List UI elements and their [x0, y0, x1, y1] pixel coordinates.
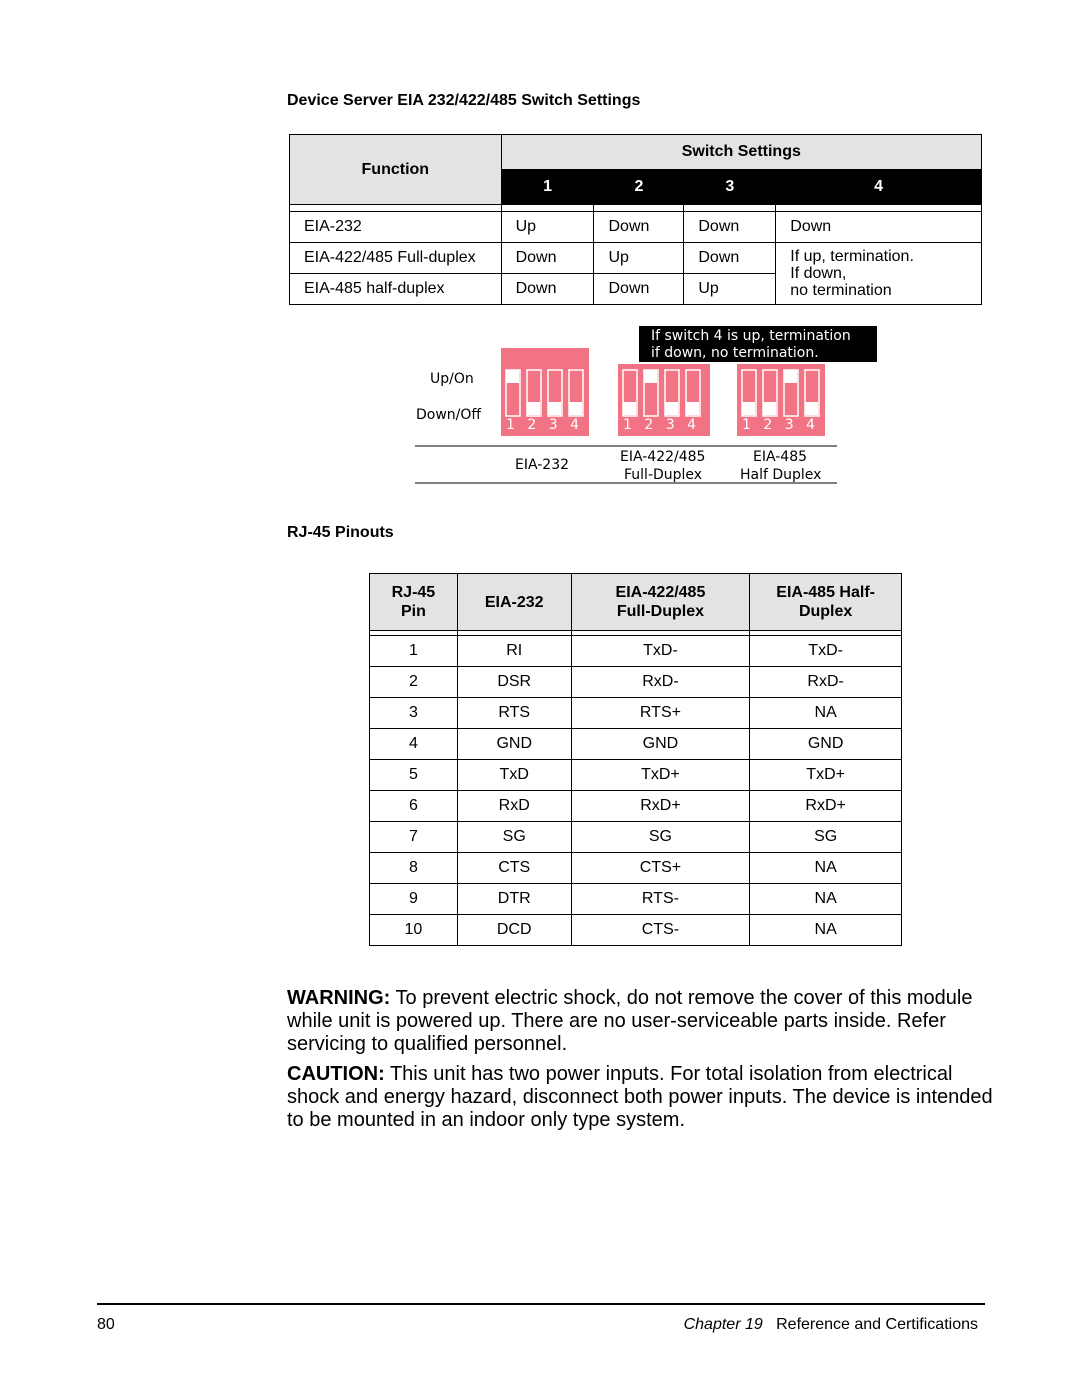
pinouts-table [369, 573, 902, 946]
switch-settings-header: Switch Settings [501, 135, 981, 170]
switch-cell: Up [501, 212, 594, 243]
table-row [370, 698, 902, 729]
pin-cell: 3 [370, 698, 458, 729]
switch-cell: Down [594, 212, 684, 243]
page-number: 80 [97, 1316, 115, 1333]
eia485-header [750, 574, 902, 631]
pin-cell: 8 [370, 853, 458, 884]
eia232-cell: GND [457, 729, 571, 760]
warning-text: To prevent electric shock, do not remove the cover of this module while unit is powered up. There are no user-serviceable parts inside. Refer servicing to qualified personnel. [287, 987, 973, 1055]
down-off-label: Down/Off [416, 407, 482, 423]
switch-cell: Up [594, 243, 684, 274]
pin-cell: 4 [370, 729, 458, 760]
eia422-header-line1: EIA-422/485 [615, 584, 706, 601]
eia232-cell: DTR [457, 884, 571, 915]
table-row [370, 760, 902, 791]
function-header: Function [290, 135, 502, 205]
switch-lever-down [548, 402, 561, 415]
eia232-header: EIA-232 [457, 574, 571, 631]
eia422-header [571, 574, 750, 631]
eia232-cell: DCD [457, 915, 571, 946]
eia485-header-line2: Duplex [798, 603, 853, 620]
warning-label: WARNING: [287, 987, 391, 1009]
pin-cell: 1 [370, 636, 458, 667]
caption-eia485-line1: EIA-485 [753, 449, 808, 465]
switch-lever-down [686, 402, 699, 415]
caution-label: CAUTION: [287, 1063, 385, 1085]
eia422-cell: RTS- [571, 884, 750, 915]
pinouts-heading: RJ-45 Pinouts [287, 524, 394, 541]
switch-lever-up [506, 370, 519, 383]
chapter-footer [684, 1316, 978, 1334]
eia232-cell: RI [457, 636, 571, 667]
eia422-cell: GND [571, 729, 750, 760]
pin-cell: 10 [370, 915, 458, 946]
switch-cell: Down [776, 212, 982, 243]
caption-eia232: EIA-232 [515, 457, 570, 473]
eia232-cell: CTS [457, 853, 571, 884]
eia485-cell: RxD- [750, 667, 902, 698]
switch-number-3: 3 [684, 170, 776, 205]
eia422-header-line2: Full-Duplex [616, 603, 704, 620]
eia485-cell: NA [750, 915, 902, 946]
caption-eia485-line2: Half Duplex [740, 467, 822, 483]
table-row [370, 915, 902, 946]
caution-paragraph [287, 1063, 997, 1132]
callout-line-1: If switch 4 is up, termination [651, 328, 851, 344]
switch-numbers: 1 2 3 4 [742, 417, 819, 433]
eia422-cell: TxD+ [571, 760, 750, 791]
switch-lever-down [527, 402, 540, 415]
footer-rule [97, 1303, 985, 1305]
eia232-cell: RTS [457, 698, 571, 729]
eia422-cell: TxD- [571, 636, 750, 667]
pin-header-line1: RJ-45 [391, 584, 436, 601]
pin-cell: 7 [370, 822, 458, 853]
eia485-header-line1: EIA-485 Half- [776, 584, 875, 601]
table-row [370, 853, 902, 884]
table-row [290, 212, 982, 243]
pin-cell: 6 [370, 791, 458, 822]
eia422-cell: RxD- [571, 667, 750, 698]
termination-line-3: no termination [790, 282, 892, 299]
table-row [370, 636, 902, 667]
function-cell: EIA-232 [290, 212, 502, 243]
eia232-cell: DSR [457, 667, 571, 698]
switch-lever-down [623, 402, 636, 415]
table-row [370, 667, 902, 698]
switch-settings-heading: Device Server EIA 232/422/485 Switch Settings [287, 92, 641, 109]
eia485-cell: TxD- [750, 636, 902, 667]
switch-lever-down [742, 402, 755, 415]
pin-cell: 2 [370, 667, 458, 698]
switch-numbers: 1 2 3 4 [623, 417, 700, 433]
chapter-title: Reference and Certifications [776, 1316, 978, 1333]
eia485-cell: NA [750, 698, 902, 729]
callout-line-2: if down, no termination. [651, 345, 819, 361]
caption-eia422-line2: Full-Duplex [624, 467, 703, 483]
eia232-cell: TxD [457, 760, 571, 791]
switch-block-eia422 [618, 364, 710, 436]
eia232-cell: SG [457, 822, 571, 853]
switch-number-2: 2 [594, 170, 684, 205]
switch-number-4: 4 [776, 170, 982, 205]
up-on-label: Up/On [430, 371, 474, 387]
switch-block-eia485 [737, 364, 825, 436]
switch-lever-down [763, 402, 776, 415]
table-row [370, 822, 902, 853]
switch-cell: Down [501, 274, 594, 305]
switch-lever-down [665, 402, 678, 415]
eia422-cell: CTS- [571, 915, 750, 946]
pin-cell: 5 [370, 760, 458, 791]
switch-cell: Down [501, 243, 594, 274]
eia485-cell: NA [750, 853, 902, 884]
switch-cell: Down [684, 243, 776, 274]
eia422-cell: CTS+ [571, 853, 750, 884]
switch-lever-down [805, 402, 818, 415]
function-cell: EIA-485 half-duplex [290, 274, 502, 305]
eia485-cell: TxD+ [750, 760, 902, 791]
table-row [290, 243, 982, 274]
pin-header [370, 574, 458, 631]
pin-header-line2: Pin [400, 603, 426, 620]
switch-number-1: 1 [501, 170, 594, 205]
table-row [370, 791, 902, 822]
table-row [370, 884, 902, 915]
caption-eia422-line1: EIA-422/485 [620, 449, 706, 465]
termination-cell [776, 243, 982, 305]
switch-cell: Down [594, 274, 684, 305]
eia485-cell: SG [750, 822, 902, 853]
switch-settings-table [289, 134, 982, 305]
termination-line-2: If down, [790, 265, 847, 282]
switch-cell: Up [684, 274, 776, 305]
caution-text: This unit has two power inputs. For total isolation from electrical shock and energy hazard, disconnect both power inputs. The device is intended to be mounted in an indoor only type system. [287, 1063, 993, 1131]
warning-paragraph [287, 987, 997, 1056]
eia485-cell: RxD+ [750, 791, 902, 822]
switch-lever-down [569, 402, 582, 415]
switch-block-eia232 [501, 348, 589, 436]
switch-cell: Down [684, 212, 776, 243]
switch-lever-up [784, 370, 797, 383]
eia485-cell: GND [750, 729, 902, 760]
termination-line-1: If up, termination. [790, 248, 914, 265]
function-cell: EIA-422/485 Full-duplex [290, 243, 502, 274]
pin-cell: 9 [370, 884, 458, 915]
dip-switch-figure [410, 320, 880, 490]
chapter-label: Chapter 19 [683, 1316, 763, 1333]
eia422-cell: SG [571, 822, 750, 853]
eia422-cell: RxD+ [571, 791, 750, 822]
eia485-cell: NA [750, 884, 902, 915]
eia232-cell: RxD [457, 791, 571, 822]
eia422-cell: RTS+ [571, 698, 750, 729]
switch-numbers: 1 2 3 4 [506, 417, 583, 433]
switch-lever-up [644, 370, 657, 383]
table-row [370, 729, 902, 760]
